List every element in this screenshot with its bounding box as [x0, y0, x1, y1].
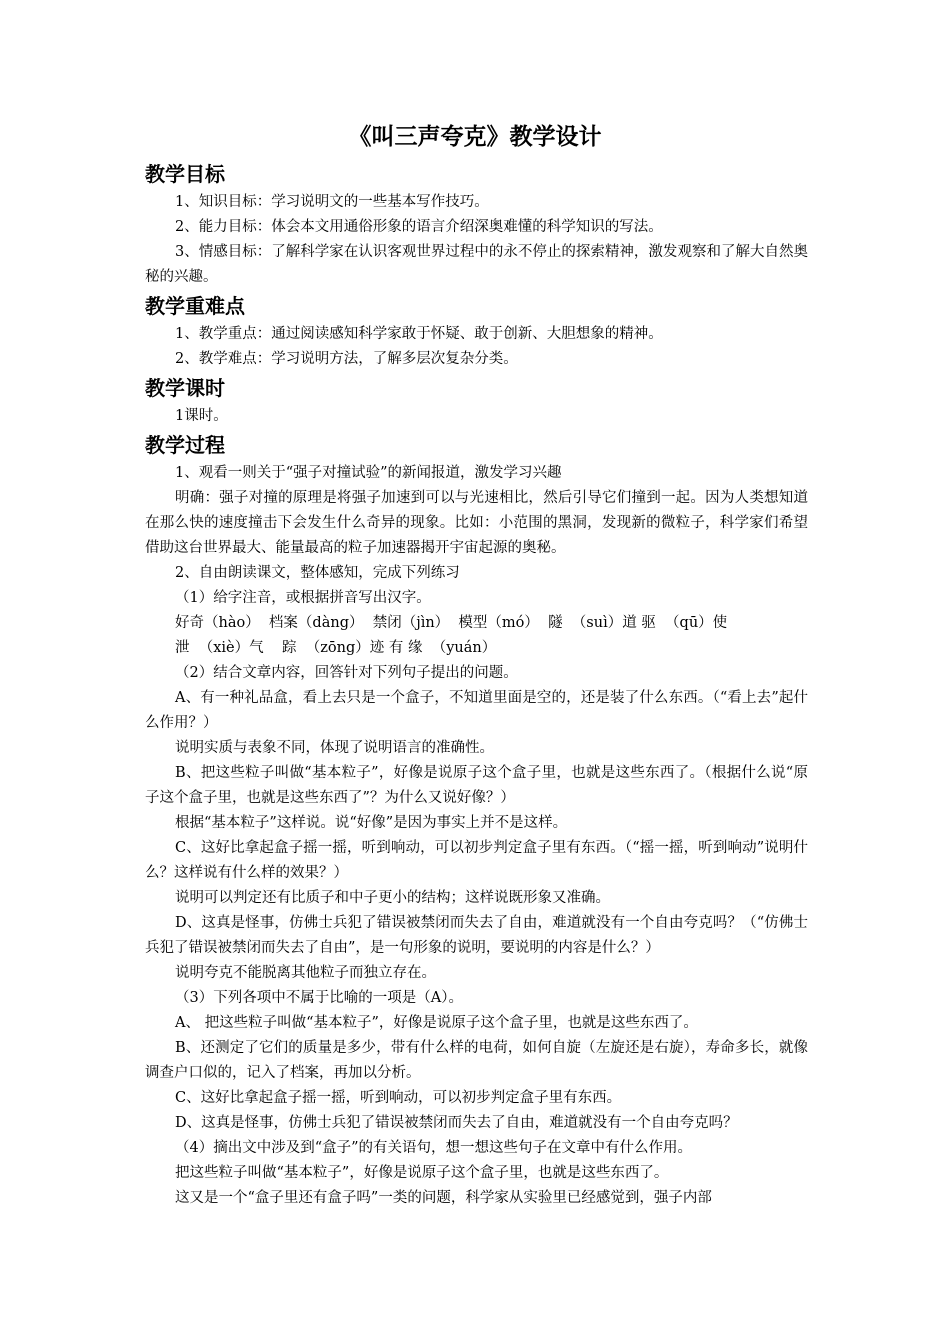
heading-key-points: 教学重难点 — [145, 294, 245, 318]
paragraph: 2、自由朗读课文，整体感知，完成下列练习 — [175, 565, 460, 581]
document-body — [145, 158, 808, 1211]
heading-teaching-process: 教学过程 — [145, 433, 225, 457]
paragraph: A、 把这些粒子叫做“基本粒子”，好像是说原子这个盒子里，也就是这些东西了。 — [175, 1015, 698, 1031]
pinyin-line: 好奇（hào） 档案（dàng） 禁闭（jìn） 模型（mó） 隧 （suì）道 驱 （qū）使 — [175, 615, 728, 631]
paragraph: 说明实质与表象不同，体现了说明语言的准确性。 — [175, 740, 494, 756]
paragraph: （4）摘出文中涉及到“盒子”的有关语句，想一想这些句子在文章中有什么作用。 — [175, 1140, 693, 1156]
paragraph: 2、能力目标：体会本文用通俗形象的语言介绍深奥难懂的科学知识的写法。 — [175, 219, 663, 235]
paragraph: 1、观看一则关于“强子对撞试验”的新闻报道，激发学习兴趣 — [175, 465, 562, 481]
paragraph: 说明可以判定还有比质子和中子更小的结构；这样说既形象又准确。 — [175, 890, 610, 906]
heading-class-hours: 教学课时 — [145, 376, 225, 400]
paragraph: 根据“基本粒子”这样说。说“好像”是因为事实上并不是这样。 — [175, 815, 568, 831]
paragraph: 把这些粒子叫做“基本粒子”，好像是说原子这个盒子里，也就是这些东西了。 — [175, 1165, 669, 1181]
paragraph: 1、教学重点：通过阅读感知科学家敢于怀疑、敢于创新、大胆想象的精神。 — [175, 326, 663, 342]
paragraph: B、还测定了它们的质量是多少，带有什么样的电荷，如何自旋（左旋还是右旋），寿命多长，就像调查户口似的，记入了档案，再加以分析。 — [145, 1040, 808, 1081]
paragraph: 这又是一个“盒子里还有盒子吗”一类的问题，科学家从实验里已经感觉到，强子内部 — [175, 1190, 712, 1206]
document-title: 《叫三声夸克》教学设计 — [348, 124, 602, 150]
heading-teaching-goals: 教学目标 — [145, 162, 225, 186]
paragraph: 3、情感目标：了解科学家在认识客观世界过程中的永不停止的探索精神，激发观察和了解大自然奥秘的兴趣。 — [145, 244, 808, 285]
paragraph: （1）给字注音，或根据拼音写出汉字。 — [175, 590, 431, 606]
paragraph: 1、知识目标：学习说明文的一些基本写作技巧。 — [175, 194, 489, 210]
paragraph: 2、教学难点：学习说明方法，了解多层次复杂分类。 — [175, 351, 518, 367]
paragraph: （3）下列各项中不属于比喻的一项是（A）。 — [175, 990, 463, 1006]
pinyin-line: 泄 （xiè）气 踪 （zōng）迹 有 缘 （yuán） — [175, 640, 497, 656]
paragraph: A、有一种礼品盒，看上去只是一个盒子，不知道里面是空的，还是装了什么东西。（“看上去”起什么作用？） — [145, 690, 808, 731]
paragraph: C、这好比拿起盒子摇一摇，听到响动，可以初步判定盒子里有东西。（“摇一摇，听到响动”说明什么？这样说有什么样的效果？） — [145, 840, 808, 881]
paragraph: B、把这些粒子叫做“基本粒子”，好像是说原子这个盒子里，也就是这些东西了。（根据什么说“原子这个盒子里，也就是这些东西了”？为什么又说好像？） — [145, 765, 808, 806]
paragraph: C、这好比拿起盒子摇一摇，听到响动，可以初步判定盒子里有东西。 — [175, 1090, 622, 1106]
paragraph: 1课时。 — [175, 408, 228, 424]
paragraph: 说明夸克不能脱离其他粒子而独立存在。 — [175, 965, 436, 981]
paragraph: D、这真是怪事，仿佛士兵犯了错误被禁闭而失去了自由，难道就没有一个自由夸克吗？（“仿佛士兵犯了错误被禁闭而失去了自由”，是一句形象的说明，要说明的内容是什么？） — [145, 915, 808, 956]
paragraph: 明确：强子对撞的原理是将强子加速到可以与光速相比，然后引导它们撞到一起。因为人类想知道在那么快的速度撞击下会发生什么奇异的现象。比如：小范围的黑洞，发现新的微粒子，科学家们希望借助这台世界最大、能量最高的粒子加速器揭开宇宙起源的奥秘。 — [145, 490, 808, 556]
paragraph: D、这真是怪事，仿佛士兵犯了错误被禁闭而失去了自由，难道就没有一个自由夸克吗？ — [175, 1115, 738, 1131]
paragraph: （2）结合文章内容，回答针对下列句子提出的问题。 — [175, 665, 518, 681]
